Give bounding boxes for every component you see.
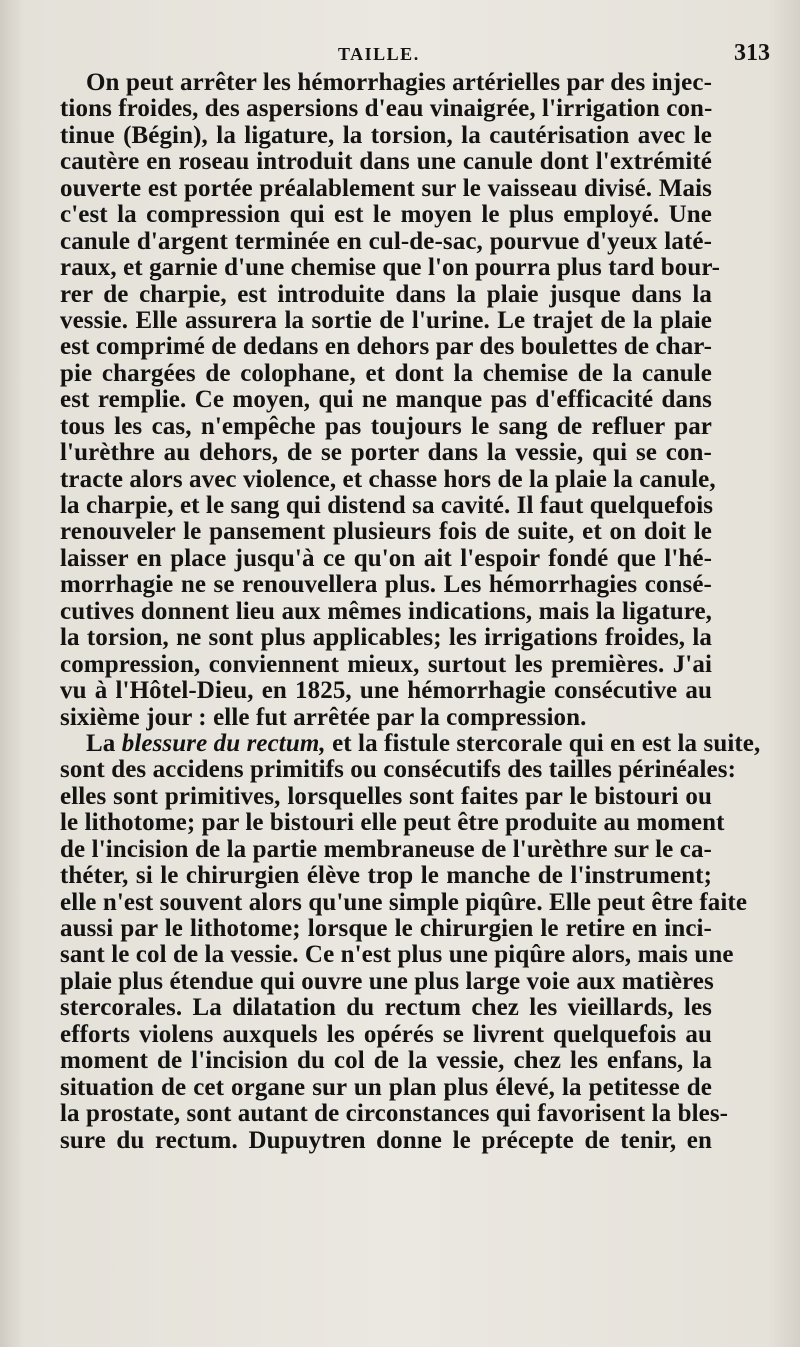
paragraph-rectum-wound [60,729,761,1154]
text-line: théter, si le chirurgien élève trop le manche de l'instrument; [60,862,712,890]
text-line: sant le col de la vessie. Ce n'est plus une piqûre alors, mais une [60,941,734,969]
text-line: le lithotome; par le bistouri elle peut être produite au moment [60,809,725,837]
text-line: la prostate, sont autant de circonstances qui favorisent la bles- [60,1100,729,1128]
text-line: plaie plus étendue qui ouvre une plus large voie aux matières [60,967,714,995]
text-line: de l'incision de la partie membraneuse de l'urèthre sur le ca- [60,835,712,863]
line-rest: et la fistule stercorale qui en est la suite, [325,729,761,757]
text-line: moment de l'incision du col de la vessie, chez les enfans, la [60,1047,712,1075]
text-line: pie chargées de colophane, et dont la chemise de la canule [60,359,712,387]
text-line: aussi par le lithotome; lorsque le chirurgien le retire en inci- [60,915,712,942]
text-line: tracte alors avec violence, et chasse hors de la plaie la canule, [60,465,716,493]
text-line [60,729,761,757]
text-line: elles sont primitives, lorsquelles sont faites par le bistouri ou [60,782,712,810]
text-line: la charpie, et le sang qui distend sa cavité. Il faut quelquefois [60,492,714,519]
text-line: la torsion, ne sont plus applicables; les irrigations froides, la [60,624,712,652]
body-text [60,69,761,1154]
paragraph-hemorrhage [60,69,721,731]
running-head: TAILLE. [338,44,420,64]
text-line: rer de charpie, est introduite dans la plaie jusque dans la [60,280,712,308]
text-line: est comprimé de dedans en dehors par des boulettes de char- [60,333,712,361]
text-line: elle n'est souvent alors qu'une simple piqûre. Elle peut être faite [60,888,748,916]
text-line: sont des accidens primitifs ou consécutifs des tailles périnéales: [60,756,737,784]
text-line: ouverte est portée préalablement sur le vaisseau divisé. Mais [60,174,712,202]
text-line: stercorales. La dilatation du rectum chez les vieillards, les [60,994,712,1022]
text-line: situation de cet organe sur un plan plus élevé, la petitesse de [60,1073,712,1101]
text-line: canule d'argent terminée en cul-de-sac, pourvue d'yeux laté- [60,227,712,255]
text-line: raux, et garnie d'une chemise que l'on pourra plus tard bour- [60,254,721,282]
text-line: sixième jour : elle fut arrêtée par la compression. [60,703,587,731]
page-number: 313 [734,40,770,66]
text-line: compression, conviennent mieux, surtout les premières. J'ai [60,650,712,678]
text-line: l'urèthre au dehors, de se porter dans la vessie, qui se con- [60,439,712,467]
text-line: morrhagie ne se renouvellera plus. Les hémorrhagies consé- [60,571,712,599]
text-line: renouveler le pansement plusieurs fois de suite, et on doit le [60,518,712,546]
text-line: tions froides, des aspersions d'eau vinaigrée, l'irrigation con- [60,95,713,123]
text-line: vessie. Elle assurera la sortie de l'urine. Le trajet de la plaie [60,306,712,334]
text-line: c'est la compression qui est le moyen le plus employé. Une [60,201,712,229]
italic-term: blessure du rectum, [121,729,326,757]
text-line: vu à l'Hôtel-Dieu, en 1825, une hémorrhagie consécutive au [60,677,712,705]
line-prefix: La [86,729,122,757]
text-line: est remplie. Ce moyen, qui ne manque pas d'efficacité dans [60,386,712,414]
text-line: cutives donnent lieu aux mêmes indications, mais la ligature, [60,597,712,625]
text-line: efforts violens auxquels les opérés se livrent quelquefois au [60,1020,712,1048]
text-line: cautère en roseau introduit dans une canule dont l'extrémité [60,148,712,176]
text-line: laisser en place jusqu'à ce qu'on ait l'espoir fondé que l'hé- [60,544,712,572]
text-line: tinue (Bégin), la ligature, la torsion, la cautérisation avec le [60,121,712,149]
text-line: sure du rectum. Dupuytren donne le précepte de tenir, en [60,1126,712,1154]
page-header [60,30,770,70]
text-line: tous les cas, n'empêche pas toujours le sang de refluer par [60,412,712,440]
text-line: On peut arrêter les hémorrhagies artérielles par des injec- [86,69,712,96]
